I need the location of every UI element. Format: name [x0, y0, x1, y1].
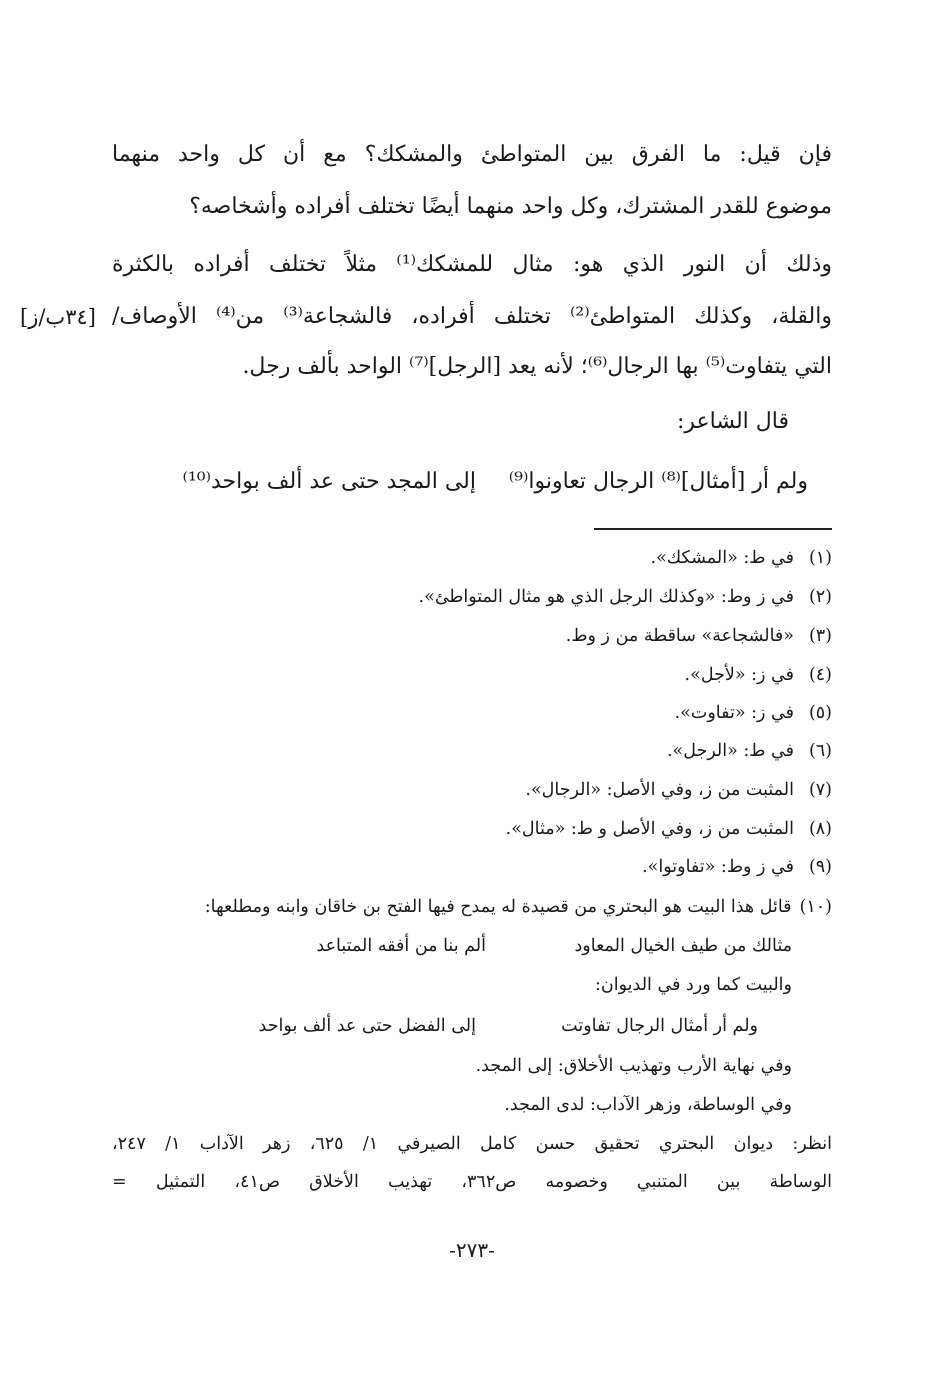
body-line: فإن قيل: ما الفرق بين المتواطئ والمشكك؟ مع أن كل واحد منهما — [112, 142, 832, 167]
poet-label: قال الشاعر: — [676, 409, 789, 434]
footnote-text: في ز وط: «وكذلك الرجل الذي هو مثال المتواطئ». — [418, 587, 794, 607]
diwan-intro: والبيت كما ورد في الديوان: — [595, 975, 792, 995]
footnote-text: المثبت من ز، وفي الأصل و ط: «مثال». — [505, 819, 794, 839]
footnote-number: (٥) — [808, 703, 832, 723]
body-line: التي يتفاوت⁽⁵⁾ بها الرجال⁽⁶⁾؛ لأنه يعد [الرجل]⁽⁷⁾ الواحد بألف رجل. — [242, 354, 832, 379]
opening-verse-second-half: ألم بنا من أفقه المتباعد — [316, 936, 486, 956]
footnote-item — [525, 776, 832, 804]
margin-folio-marker: [٣٤ب/ز] — [20, 305, 96, 329]
footnote-text: في ز وط: «تفاوتوا». — [642, 857, 794, 877]
footnote-item — [667, 737, 832, 765]
footnote-text: «فالشجاعة» ساقطة من ز وط. — [565, 626, 794, 646]
page-number: -٢٧٣- — [449, 1238, 495, 1262]
footnote-text: المثبت من ز، وفي الأصل: «الرجال». — [525, 780, 794, 800]
footnote-separator — [594, 528, 832, 530]
footnote-item — [419, 583, 832, 611]
diwan-verse-second-half: إلى الفضل حتى عد ألف بواحد — [258, 1016, 476, 1036]
verse-first-half: ولم أر [أمثال]⁽⁸⁾ الرجال تعاونوا⁽⁹⁾ — [508, 469, 808, 494]
body-line: موضوع للقدر المشترك، وكل واحد منهما أيضًا تختلف أفراده وأشخاصه؟ — [189, 194, 832, 219]
footnote-number: (٨) — [808, 819, 832, 839]
footnote-text: في ط: «المشكك». — [650, 548, 794, 568]
variant-note: وفي الوساطة، وزهر الآداب: لدى المجد. — [504, 1095, 792, 1115]
footnote-item — [685, 661, 832, 689]
footnote-item — [642, 853, 832, 881]
footnote-item — [675, 699, 832, 727]
footnote-10-intro — [205, 893, 832, 921]
footnote-item — [506, 815, 832, 843]
footnote-text: في ط: «الرجل». — [666, 741, 794, 761]
footnote-number: (٣) — [808, 626, 832, 646]
sources-line: الوساطة بين المتنبي وخصومه ص٣٦٢، تهذيب الأخلاق ص٤١، التمثيل = — [112, 1172, 833, 1192]
verse-second-half: إلى المجد حتى عد ألف بواحد⁽¹⁰⁾ — [182, 469, 476, 494]
footnote-text: في ز: «تفاوت». — [674, 703, 794, 723]
footnote-item — [651, 544, 832, 572]
sources-line: انظر: ديوان البحتري تحقيق حسن كامل الصيرفي ١/ ٦٢٥، زهر الآداب ١/ ٢٤٧، — [112, 1134, 832, 1154]
body-line: وذلك أن النور الذي هو: مثال للمشكك⁽¹⁾ مثلاً تختلف أفراده بالكثرة — [112, 252, 832, 277]
footnote-number: (٦) — [808, 741, 832, 761]
opening-verse-first-half: مثالك من طيف الخيال المعاود — [574, 936, 792, 956]
footnote-text: في ز: «لأجل». — [684, 665, 794, 685]
footnote-number: (١٠) — [799, 897, 832, 917]
diwan-verse-first-half: ولم أر أمثال الرجال تفاوتت — [561, 1016, 758, 1036]
footnote-number: (٩) — [808, 857, 832, 877]
footnote-number: (٢) — [808, 587, 832, 607]
variant-note: وفي نهاية الأرب وتهذيب الأخلاق: إلى المجد. — [475, 1056, 792, 1076]
footnote-text: قائل هذا البيت هو البحتري من قصيدة له يمدح فيها الفتح بن خاقان وابنه ومطلعها: — [204, 897, 792, 917]
body-line: والقلة، وكذلك المتواطئ⁽²⁾ تختلف أفراده، فالشجاعة⁽³⁾ من⁽⁴⁾ الأوصاف/ — [112, 304, 832, 329]
footnote-number: (١) — [808, 548, 832, 568]
footnote-item — [566, 622, 832, 650]
footnote-number: (٧) — [808, 780, 832, 800]
footnote-number: (٤) — [808, 665, 832, 685]
